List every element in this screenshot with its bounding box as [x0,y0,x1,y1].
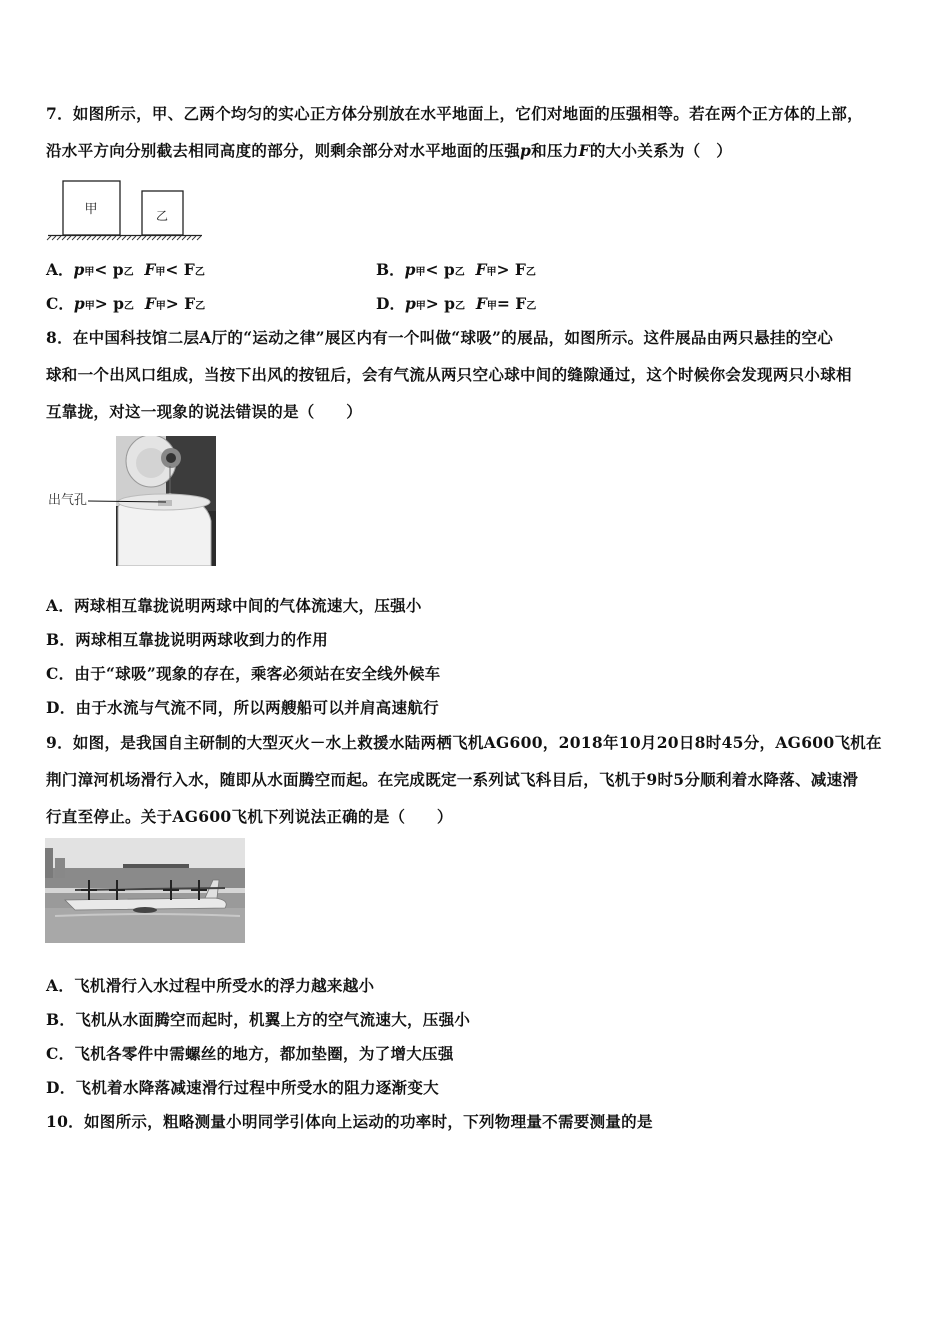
q7-var-p: p [520,141,532,160]
q7-b-op1: < p [425,260,455,279]
q7-a-sub1: 甲 [84,267,95,278]
q8-stem-line2: 球和一个出风口组成，当按下出风的按钮后，会有气流从两只空心球中间的缝隙通过，这个时候你会发现两只小球相 [46,365,852,384]
q7-stem-text-a: 沿水平方向分别截去相同高度的部分，则剩余部分对水平地面的压强 [46,141,521,160]
q7-stem-text-c: 的大小关系为（ ） [589,141,733,160]
q7-a-op1: < p [94,260,124,279]
q8-ball-exhibit-photo [46,436,218,566]
q7-cubes-figure [46,178,206,242]
q7-d-op1: > p [425,294,456,313]
q8-option-c[interactable]: C．由于“球吸”现象的存在，乘客必须站在安全线外候车 [46,664,441,683]
q7-a-p: p [73,260,85,279]
q7-a-sub3: 甲 [155,267,166,278]
q7-label-yi: 乙 [155,209,169,223]
q7-stem-line2 [46,139,732,161]
q7-d-sub2: 乙 [455,301,466,312]
q10-stem-line1: 10．如图所示，粗略测量小明同学引体向上运动的功率时，下列物理量不需要测量的是 [46,1112,653,1131]
q7-label-jia: 甲 [84,202,98,217]
q7-c-F: F [144,294,156,313]
q7-a-F: F [144,260,156,279]
q7-option-a-label: A． [46,260,74,279]
q7-c-op2: > F [165,294,196,313]
q7-option-b-label: B． [376,260,405,279]
q8-stem-line3: 互靠拢，对这一现象的说法错误的是（ ） [46,402,363,421]
q7-a-op2: < F [165,260,195,279]
q7-c-sub1: 甲 [84,301,95,312]
q7-b-p: p [404,260,416,279]
q7-stem-line1: 7．如图所示，甲、乙两个均匀的实心正方体分别放在水平地面上，它们对地面的压强相等。若在两个正方体的上部， [46,104,863,123]
q8-option-d[interactable]: D．由于水流与气流不同，所以两艘船可以并肩高速航行 [46,698,439,717]
q7-stem-text-b: 和压力 [531,141,579,160]
q7-b-op2: > F [496,260,526,279]
q7-option-c-label: C． [46,294,74,313]
q7-option-b[interactable] [376,258,536,280]
q8-label-air-outlet: 出气孔 [48,493,88,508]
q7-d-p: p [404,294,416,313]
q9-option-a[interactable]: A．飞机滑行入水过程中所受水的浮力越来越小 [46,976,375,995]
q7-option-c[interactable] [46,292,205,314]
q7-c-op1: > p [94,294,124,313]
q7-d-op2: = F [496,294,527,313]
q7-b-sub4: 乙 [525,267,536,278]
q7-a-sub4: 乙 [194,267,205,278]
q7-b-F: F [475,260,487,279]
q7-c-sub2: 乙 [123,301,134,312]
q7-b-sub3: 甲 [486,267,497,278]
q8-option-a[interactable]: A．两球相互靠拢说明两球中间的气体流速大，压强小 [46,596,422,615]
q7-option-a[interactable] [46,258,205,280]
q7-b-sub2: 乙 [454,267,465,278]
q7-var-F: F [578,141,590,160]
q8-stem-line1: 8．在中国科技馆二层A厅的“运动之律”展区内有一个叫做“球吸”的展品，如图所示。这件展品由两只悬挂的空心 [46,328,834,347]
q7-b-sub1: 甲 [415,267,426,278]
q9-stem-line3: 行直至停止。关于AG600飞机下列说法正确的是（ ） [46,807,453,826]
q9-option-c[interactable]: C．飞机各零件中需螺丝的地方，都加垫圈，为了增大压强 [46,1044,454,1063]
q9-option-d[interactable]: D．飞机着水降落减速滑行过程中所受水的阻力逐渐变大 [46,1078,439,1097]
q9-stem-line2: 荆门漳河机场滑行入水，随即从水面腾空而起。在完成既定一系列试飞科目后，飞机于9时5分顺利着水降落、减速滑 [46,770,859,789]
q7-a-sub2: 乙 [123,267,134,278]
q9-ag600-photo [45,838,245,943]
q7-d-sub1: 甲 [415,301,426,312]
q7-d-sub3: 甲 [486,301,497,312]
q7-option-d[interactable] [376,292,536,314]
q7-d-sub4: 乙 [526,301,537,312]
q7-d-F: F [475,294,487,313]
q8-option-b[interactable]: B．两球相互靠拢说明两球收到力的作用 [46,630,329,649]
q9-option-b[interactable]: B．飞机从水面腾空而起时，机翼上方的空气流速大，压强小 [46,1010,471,1029]
q7-option-d-label: D． [376,294,405,313]
q7-c-p: p [73,294,85,313]
q9-stem-line1: 9．如图，是我国自主研制的大型灭火－水上救援水陆两栖飞机AG600，2018年10月20日8时45分，AG600飞机在 [46,733,882,752]
q7-c-sub4: 乙 [195,301,206,312]
q7-c-sub3: 甲 [155,301,166,312]
